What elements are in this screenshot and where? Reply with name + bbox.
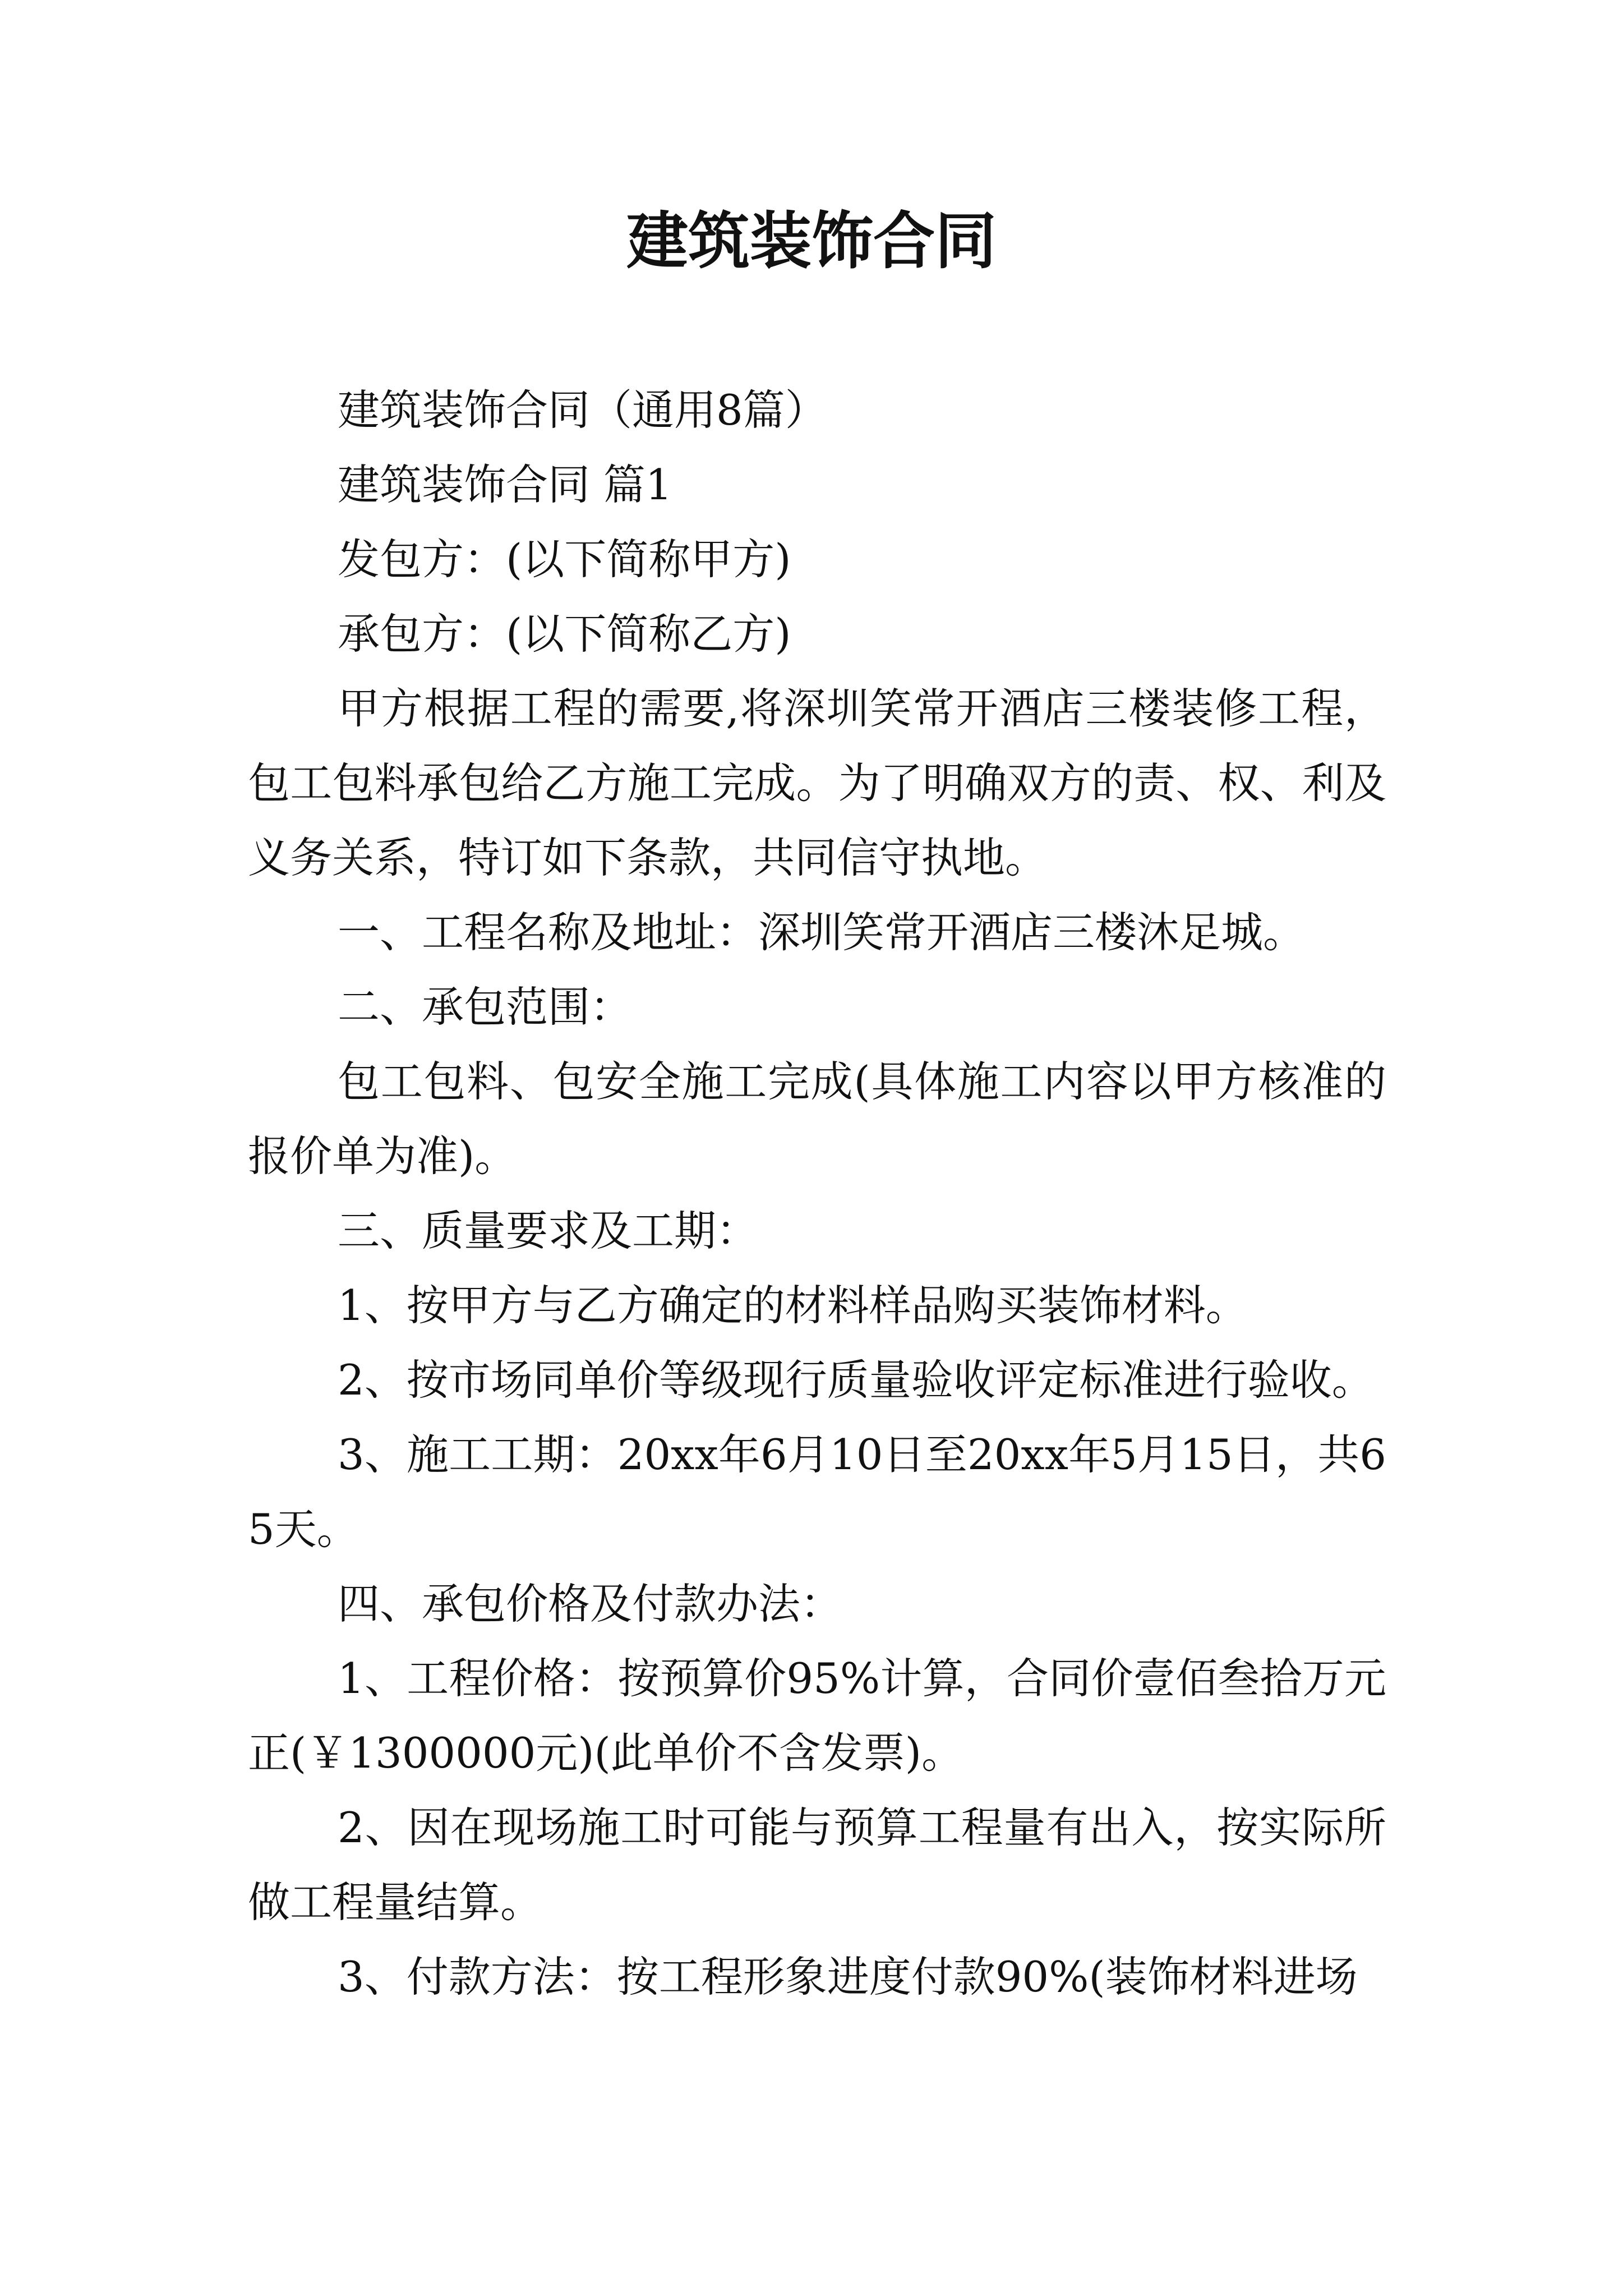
paragraph-clause-1: 一、工程名称及地址：深圳笑常开酒店三楼沐足城。	[338, 908, 1306, 957]
paragraph-subtitle: 建筑装饰合同（通用8篇）	[338, 385, 827, 435]
paragraph-clause-3-item-3: 3、施工工期：20xx年6月10日至20xx年5月15日，共65天。	[248, 1430, 1386, 1554]
document-body	[248, 373, 1386, 2014]
paragraph-clause-3-heading: 三、质量要求及工期：	[338, 1206, 759, 1255]
paragraph-clause-3-item-2: 2、按市场同单价等级现行质量验收评定标准进行验收。	[338, 1355, 1374, 1405]
paragraph-party-b: 承包方：(以下简称乙方)	[338, 609, 791, 659]
document-title: 建筑装饰合同	[626, 205, 997, 277]
paragraph-preamble: 甲方根据工程的需要,将深圳笑常开酒店三楼装修工程，包工包料承包给乙方施工完成。为了明确双方的责、权、利及义务关系，特订如下条款，共同信守执地。	[248, 684, 1386, 882]
paragraph-clause-2-body: 包工包料、包安全施工完成(具体施工内容以甲方核准的报价单为准)。	[248, 1057, 1386, 1181]
paragraph-clause-4-item-3: 3、付款方法：按工程形象进度付款90%(装饰材料进场	[338, 1952, 1358, 2001]
paragraph-clause-4-item-2: 2、因在现场施工时可能与预算工程量有出入，按实际所做工程量结算。	[248, 1803, 1386, 1927]
paragraph-clause-2-heading: 二、承包范围：	[338, 982, 633, 1032]
paragraph-clause-4-item-1: 1、工程价格：按预算价95%计算，合同价壹佰叁拾万元正(￥1300000元)(此单价不含发票)。	[248, 1654, 1386, 1778]
paragraph-clause-4-heading: 四、承包价格及付款办法：	[338, 1579, 843, 1628]
paragraph-party-a: 发包方：(以下简称甲方)	[338, 535, 791, 584]
paragraph-clause-3-item-1: 1、按甲方与乙方确定的材料样品购买装饰材料。	[338, 1281, 1248, 1330]
paragraph-section-heading: 建筑装饰合同 篇1	[338, 460, 672, 509]
